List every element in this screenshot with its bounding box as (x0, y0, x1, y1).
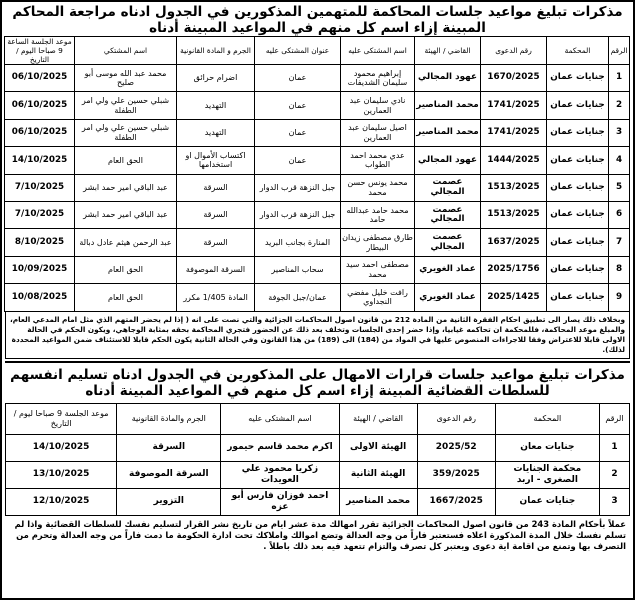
section1-table-cell: التهديد (177, 119, 255, 146)
section1-table-cell: 1670/2025 (481, 65, 547, 92)
section2-table-cell: 13/10/2025 (6, 461, 117, 488)
section1-title: مذكرات تبليغ مواعيد جلسات المحاكمة للمتهمين المذكورين في الجدول ادناه مراجعة المحاكم المبينة إزاء اسم كل منهم في المواعيد المبينة أدناه (12, 4, 623, 36)
section2-table-row (6, 434, 630, 461)
section1-table-cell: 14/10/2025 (5, 147, 75, 174)
section1-table-cell: عمان (255, 119, 341, 146)
section2-column-header: المحكمة (495, 403, 599, 434)
section1-table-cell: السرقة (177, 229, 255, 256)
section2-table-cell: 359/2025 (417, 461, 495, 488)
section2-table-cell: محمد المناصير (339, 488, 417, 515)
section1-table-cell: عبد الرحمن هيثم عادل دبالة (75, 229, 177, 256)
section1-table-cell: السرقة الموصوفة (177, 256, 255, 283)
section2-table-cell: جنايات معان (495, 434, 599, 461)
section2-legal-note: عملاً بأحكام المادة 243 من قانون اصول المحاكمات الجزائية تقرر امهالك مدة عشر ايام من تاريخ نشر القرار لتسليم نفسك للسلطات القضائية واذا لم تسلم نفسك خلال المدة المذكورة اعلاه فستعتبر فاراً من وجه العدالة وتضع اموالك واملاكك تحت ادارة الحكومة ما دمت فاراً من وجه العدالة وتحرم من التصرف بها وتمنع من اقامة اية دعوى ويعتبر كل تصرف والتزام تتعهد فيه بعد ذلك باطلاً . (14, 518, 626, 552)
section2-table-cell: التزوير (117, 488, 221, 515)
section1-table-cell: 2 (609, 92, 630, 119)
section1-table-cell: شبلي حسين علي ولي امر الطفلة (75, 119, 177, 146)
section1-table-cell: 8/10/2025 (5, 229, 75, 256)
section2-table-cell: 2025/52 (417, 434, 495, 461)
section1-table-cell: سحاب المناصير (255, 256, 341, 283)
section1-column-header: الرقم (609, 37, 630, 65)
section2-header-row (6, 403, 630, 434)
section1-table-cell: محمد حامد عبدالله حامد (341, 201, 415, 228)
section2-column-header: رقم الدعوى (417, 403, 495, 434)
section1-table-cell: عدي محمد احمد الطواب (341, 147, 415, 174)
section1-table-cell: محمد يونس حسن محمد (341, 174, 415, 201)
section2-table-cell: جنايات عمان (495, 488, 599, 515)
section1-table-cell: عصمت المجالي (415, 174, 481, 201)
section1-table-cell: 1637/2025 (481, 229, 547, 256)
section1-table-row (5, 174, 630, 201)
section1-table-cell: اضرام حرائق (177, 65, 255, 92)
section1-table-cell: 06/10/2025 (5, 65, 75, 92)
section1-table-cell: الحق العام (75, 147, 177, 174)
section1-table-row (5, 256, 630, 283)
section1-table-row (5, 201, 630, 228)
section1-table-cell: 10/08/2025 (5, 284, 75, 311)
section1-column-header: اسم المشتكي (75, 37, 177, 65)
section1-column-header: القاضي / الهيئة (415, 37, 481, 65)
section2-table-cell: 12/10/2025 (6, 488, 117, 515)
section2-table (5, 403, 630, 516)
section1-table-cell: السرقة (177, 201, 255, 228)
section1-table-cell: 2025/1425 (481, 284, 547, 311)
section1-table-cell: جنايات عمان (547, 229, 609, 256)
section1-table-cell: جنايات عمان (547, 201, 609, 228)
section1-table-cell: 6 (609, 201, 630, 228)
section1-table-cell: 1 (609, 65, 630, 92)
section1-column-header: المحكمة (547, 37, 609, 65)
section1-table-cell: جنايات عمان (547, 65, 609, 92)
section1-table-cell: اكتساب الأموال او استخدامها (177, 147, 255, 174)
section1-table-cell: عمان/جبل الجوفة (255, 284, 341, 311)
section1-table-cell: الحق العام (75, 284, 177, 311)
section1-table-row (5, 284, 630, 311)
section2-table-cell: الهيئة الاولى (339, 434, 417, 461)
section1-table-cell: 4 (609, 147, 630, 174)
section1-table-cell: 10/09/2025 (5, 256, 75, 283)
section1-table-cell: عهود المجالي (415, 65, 481, 92)
section2-body (6, 434, 630, 515)
section1-table-cell: جنايات عمان (547, 147, 609, 174)
section1-table-cell: 7 (609, 229, 630, 256)
section1-table-cell: محمد عبد الله موسى أبو صليح (75, 65, 177, 92)
section1-table-cell: عماد الغويري (415, 284, 481, 311)
section2-table-row (6, 461, 630, 488)
section2-column-header: الجرم والمادة القانونية (117, 403, 221, 434)
section1-table-row (5, 119, 630, 146)
section1-header-row (5, 37, 630, 65)
section1-body (5, 65, 630, 312)
section1-column-header: الجرم و المادة القانونية (177, 37, 255, 65)
section1-table-cell: 06/10/2025 (5, 119, 75, 146)
section1-table-cell: محمد المناصير (415, 119, 481, 146)
section1-table-cell: عهود المجالي (415, 147, 481, 174)
section2-title: مذكرات تبليغ مواعيد جلسات قرارات الامهال على المذكورين في الجدول ادناه تسليم انفسهم للسلطات القضائية المبينة إزاء اسم كل منهم في المواعيد المبينة أدناه (10, 366, 625, 399)
section1-table-cell: جبل النزهة قرب الدوار (255, 174, 341, 201)
section1-column-header: اسم المشتكى عليه (341, 37, 415, 65)
section1-legal-note: وبخلاف ذلك يصار الى تطبيق احكام الفقرة الثانية من المادة 212 من قانون اصول المحاكمات الجزائية والتي نصت على انه ( إذا لم يحضر المتهم الذي مثل امام المدعي العام، والمبلغ موعد المحاكمة، فللمحكمة ان تحاكمه غيابيا، وإذا حضر إحدى الجلسات وتخلف بعد ذلك عن الحضور فتجري المحاكمة بحقه بمثابة الوجاهي، ويكون الحكم في الحالة الاولى قابلا للاعتراض وفقا للاجراءات المنصوص عليها في المواد من (184) الى (189) من هذا القانون وفي الحالة الثانية يكون الحكم قابلا للاستئناف ضمن المواعيد المحددة لذلك). (5, 312, 630, 359)
section1-table-cell: 1741/2025 (481, 92, 547, 119)
section1-table-row (5, 65, 630, 92)
section1-table-cell: محمد المناصير (415, 92, 481, 119)
section1-table-cell: 8 (609, 256, 630, 283)
section1-table-cell: 7/10/2025 (5, 174, 75, 201)
section1-table-cell: 1444/2025 (481, 147, 547, 174)
section1-table-cell: عبد الباقي امير حمد ابشر (75, 174, 177, 201)
section1-table-cell: عمان (255, 92, 341, 119)
section1-table-cell: جنايات عمان (547, 174, 609, 201)
section1-table-cell: عماد الغويري (415, 256, 481, 283)
section1-table-cell: 1513/2025 (481, 201, 547, 228)
section2-table-cell: 14/10/2025 (6, 434, 117, 461)
section2-table-row (6, 488, 630, 515)
section2-column-header: الرقم (599, 403, 629, 434)
section2-table-cell: الهيئة الثانية (339, 461, 417, 488)
section1-table-cell: جنايات عمان (547, 256, 609, 283)
section2-table-cell: 2 (599, 461, 629, 488)
section1-table-cell: اصيل سليمان عبد العمارين (341, 119, 415, 146)
section1-table-cell: عمان (255, 65, 341, 92)
section1-table-row (5, 147, 630, 174)
section1-table-cell: المادة 1/405 مكرر (177, 284, 255, 311)
section1-table-cell: 1513/2025 (481, 174, 547, 201)
section1-column-header: رقم الدعوى (481, 37, 547, 65)
section2-table-cell: زكريا محمود علي العويدات (221, 461, 339, 488)
section1-column-header: عنوان المشتكى عليه (255, 37, 341, 65)
section1-table-row (5, 229, 630, 256)
section1-table-cell: جبل النزهة قرب الدوار (255, 201, 341, 228)
section1-table-cell: المنارة بجانب البريد (255, 229, 341, 256)
section1-column-header: موعد الجلسة الساعة 9 صباحا اليوم / التاريخ (5, 37, 75, 65)
section2-table-cell: اكرم محمد قاسم حيمور (221, 434, 339, 461)
section2-table-cell: احمد فوزان فارس أبو عزه (221, 488, 339, 515)
section2-table-cell: 3 (599, 488, 629, 515)
section1-table-cell: عصمت المجالي (415, 201, 481, 228)
section1-table-cell: 7/10/2025 (5, 201, 75, 228)
section1-table-cell: جنايات عمان (547, 92, 609, 119)
section1-table-cell: 3 (609, 119, 630, 146)
section1-table-cell: إبراهيم محمود سليمان الشديفات (341, 65, 415, 92)
section1-table-cell: 06/10/2025 (5, 92, 75, 119)
section1-table-cell: جنايات عمان (547, 284, 609, 311)
section1-table-cell: مصطفى احمد سيد محمد (341, 256, 415, 283)
section1-table-cell: الحق العام (75, 256, 177, 283)
section2-table-cell: السرقة الموصوفة (117, 461, 221, 488)
section1-table-cell: 2025/1756 (481, 256, 547, 283)
section2-table-cell: السرقة (117, 434, 221, 461)
section1-table-cell: عصمت المجالي (415, 229, 481, 256)
section2-table-cell: 1 (599, 434, 629, 461)
section1-table-cell: طارق مصطفى زيدان البيطار (341, 229, 415, 256)
section1-table-row (5, 92, 630, 119)
section1-table-cell: عمان (255, 147, 341, 174)
section1-table-cell: 5 (609, 174, 630, 201)
section1-table-cell: عبد الباقي امير حمد ابشر (75, 201, 177, 228)
section2-column-header: موعد الجلسة 9 صباحا ليوم / التاريخ (6, 403, 117, 434)
section1-table-cell: رافت خليل مفضي النجداوي (341, 284, 415, 311)
section1-table-cell: جنايات عمان (547, 119, 609, 146)
section1-table-cell: 1741/2025 (481, 119, 547, 146)
section2-column-header: اسم المشتكى عليه (221, 403, 339, 434)
section2 (5, 361, 630, 556)
section1-table-cell: التهديد (177, 92, 255, 119)
section1-table (4, 36, 630, 312)
section2-table-cell: 1667/2025 (417, 488, 495, 515)
section1-table-cell: شبلي حسين علي ولي امر الطفلة (75, 92, 177, 119)
section1-table-cell: 9 (609, 284, 630, 311)
section1-table-cell: نادي سليمان عبد العمارين (341, 92, 415, 119)
section2-column-header: القاضي / الهيئة (339, 403, 417, 434)
section2-table-cell: محكمة الجنايات الصغرى - اربد (495, 461, 599, 488)
section1-table-cell: السرقة (177, 174, 255, 201)
